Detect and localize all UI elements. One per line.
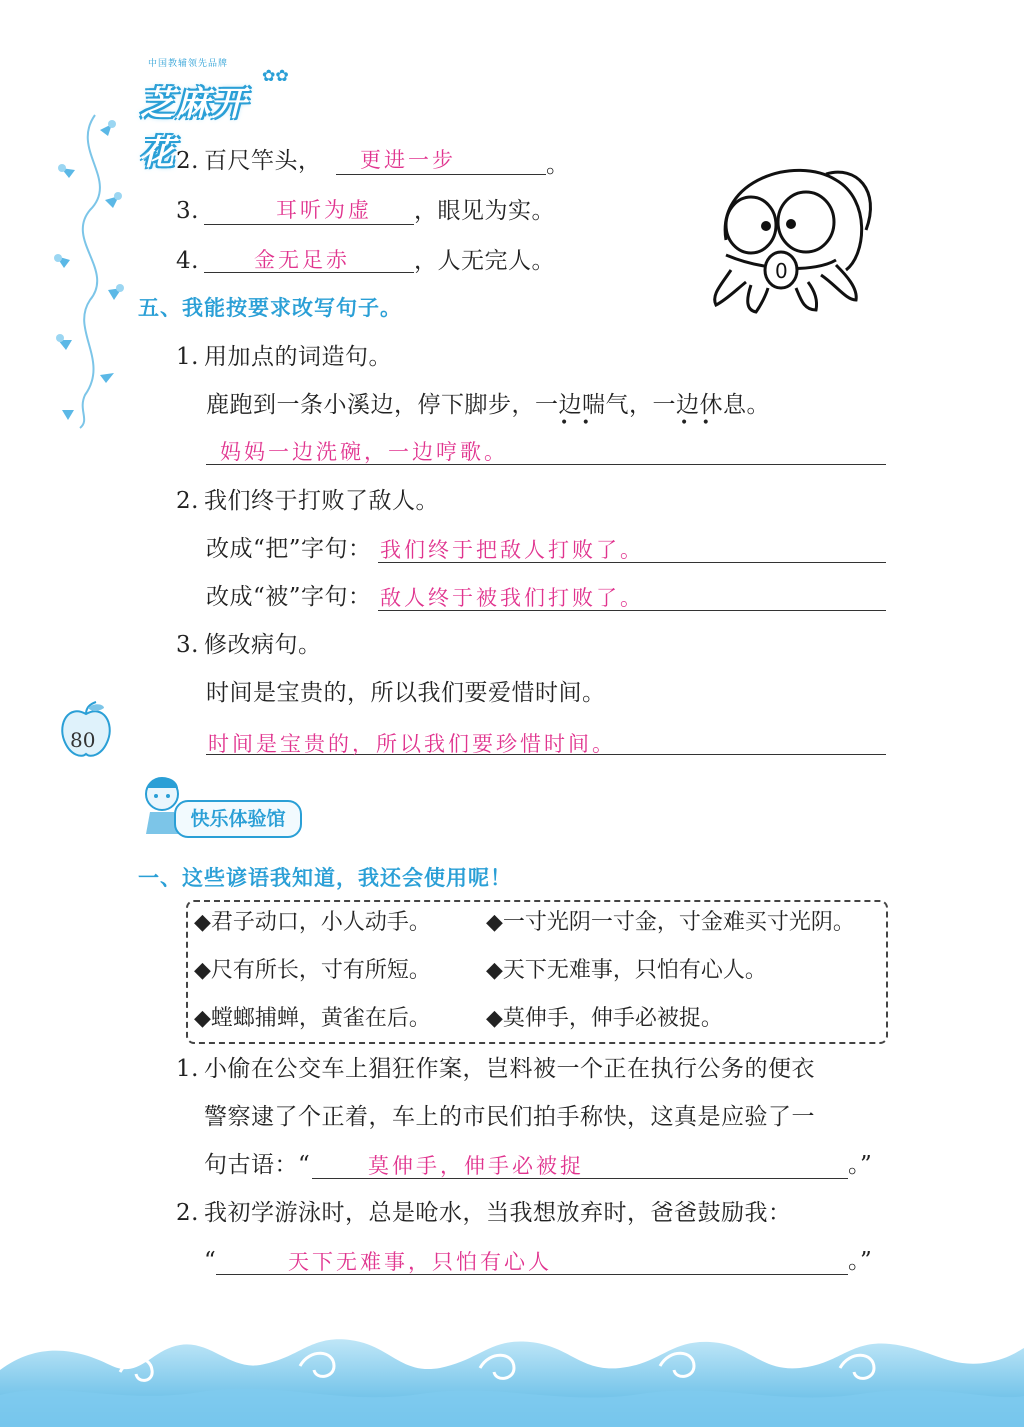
item2-suffix: 。 (546, 152, 570, 178)
wave-footer-decoration-icon (0, 1310, 1024, 1427)
p5-q3-sentence: 时间是宝贵的，所以我们要爱惜时间。 (206, 680, 606, 706)
octopus-cartoon-icon (706, 160, 886, 320)
brand-small-text: 中国教辅领先品牌 (148, 59, 229, 69)
item3-number: 3. (176, 198, 199, 224)
p5-q2-prompt: 我们终于打败了敌人。 (204, 488, 439, 514)
part-one-heading: 一、这些谚语我知道，我还会使用呢！ (138, 866, 512, 890)
p1-q1-line3-prefix: 句古语：“ (204, 1152, 311, 1178)
p1-q2-number: 2. (176, 1200, 199, 1226)
item2-answer: 更进一步 (360, 148, 456, 172)
vine-decoration-icon (50, 110, 130, 430)
p1-q2-line2-prefix: “ (204, 1248, 217, 1274)
proverb-item: ◆一寸光阴一寸金，寸金难买寸光阴。 (486, 910, 855, 935)
item4-suffix: ，人无完人。 (414, 248, 555, 274)
item2-prefix: 百尺竿头， (204, 148, 322, 174)
item4-answer: 金无足赤 (254, 248, 350, 272)
p1-q1-line2: 警察逮了个正着，车上的市民们拍手称快，这真是应验了一 (204, 1104, 815, 1130)
p5-q2-bei-answer: 敌人终于被我们打败了。 (380, 586, 644, 610)
p1-q2-line1: 我初学游泳时，总是呛水，当我想放弃时，爸爸鼓励我： (204, 1200, 792, 1226)
p5-q3-number: 3. (176, 632, 199, 658)
p1-q1-answer: 莫伸手，伸手必被捉 (368, 1154, 584, 1178)
page-number: 80 (70, 728, 96, 752)
p5-q2-number: 2. (176, 488, 199, 514)
brand-logo: 芝麻开花 (140, 84, 248, 173)
item3-suffix: ，眼见为实。 (414, 198, 555, 224)
p5-q2-bei-label: 改成“被”字句： (206, 584, 372, 610)
item3-answer: 耳听为虚 (276, 198, 372, 222)
p1-q1-line1: 小偷在公交车上猖狂作案，岂料被一个正在执行公务的便衣 (204, 1056, 815, 1082)
p5-q2-ba-label: 改成“把”字句： (206, 536, 372, 562)
proverb-item: ◆尺有所长，寸有所短。 (194, 958, 431, 983)
svg-text:0: 0 (775, 259, 788, 283)
p5-q2-ba-answer: 我们终于把敌人打败了。 (380, 538, 644, 562)
item4-number: 4. (176, 248, 199, 274)
p5-q3-prompt: 修改病句。 (204, 632, 322, 658)
p5-q3-answer: 时间是宝贵的，所以我们要珍惜时间。 (208, 732, 616, 756)
p1-q1-number: 1. (176, 1056, 199, 1082)
p5-q1-number: 1. (176, 344, 199, 370)
proverb-item: ◆螳螂捕蝉，黄雀在后。 (194, 1006, 431, 1031)
p5-q1-prompt: 用加点的词造句。 (204, 344, 392, 370)
p1-q2-line2-suffix: 。” (848, 1248, 873, 1274)
p1-q2-answer: 天下无难事，只怕有心人 (288, 1250, 552, 1274)
proverb-item: ◆君子动口，小人动手。 (194, 910, 431, 935)
emphasis-dots: • • (560, 415, 590, 431)
star-decoration-icon: ✿✿ (262, 66, 289, 85)
proverb-item: ◆莫伸手，伸手必被捉。 (486, 1006, 723, 1031)
part-five-heading: 五、我能按要求改写句子。 (138, 296, 402, 320)
p5-q1-sentence: 鹿跑到一条小溪边，停下脚步，一边喘气，一边休息。 (206, 392, 770, 418)
p1-q1-line3-suffix: 。” (848, 1152, 873, 1178)
item2-number: 2. (176, 148, 199, 174)
p5-q1-answer: 妈妈一边洗碗，一边哼歌。 (220, 440, 508, 464)
section-banner: 快乐体验馆 (174, 800, 302, 838)
emphasis-dots: • • (680, 415, 710, 431)
proverb-item: ◆天下无难事，只怕有心人。 (486, 958, 767, 983)
